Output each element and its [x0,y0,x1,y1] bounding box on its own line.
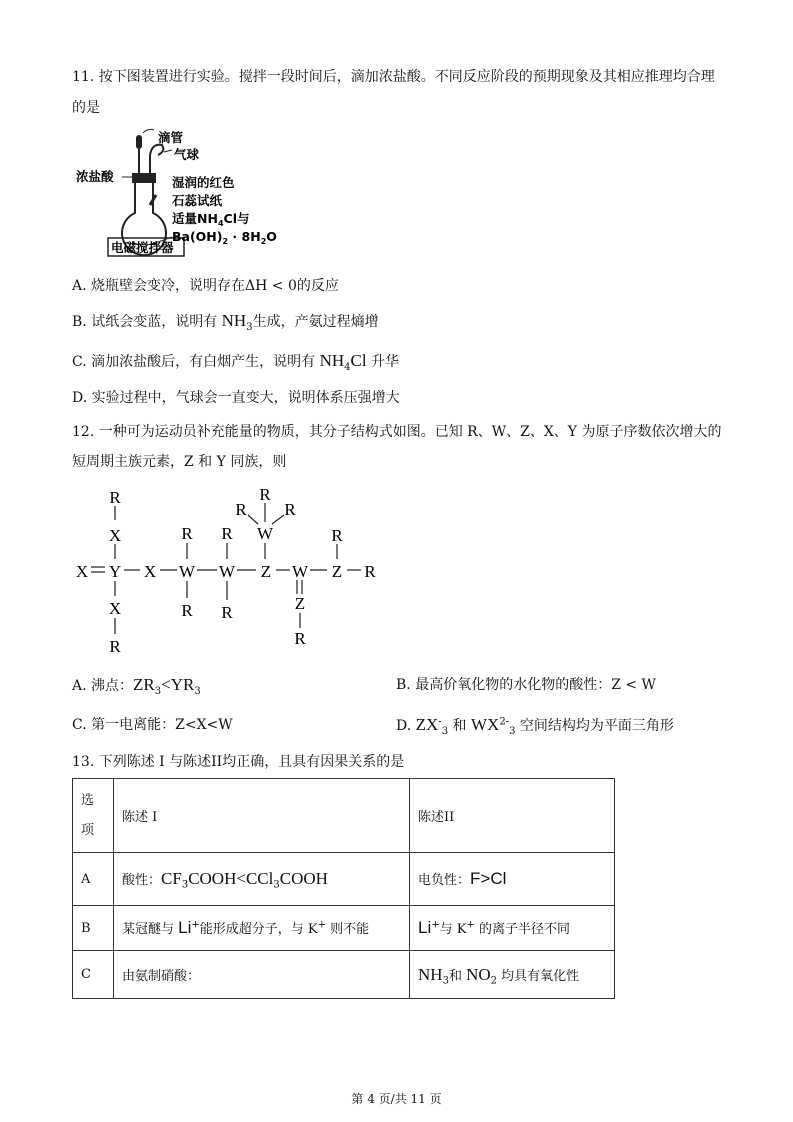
atom: R [109,488,121,507]
q11-stem-line1: 11. 按下图装置进行实验。搅拌一段时间后，滴加浓盐酸。不同反应阶段的预期现象及其相应推理均合理 [72,69,715,85]
row-statement-2: 电负性：F>Cl [410,853,615,906]
row-option: B [73,906,114,951]
q11-option-a: A. 烧瓶壁会变冷，说明存在ΔH < 0的反应 [72,278,339,294]
q12-stem-line1: 12. 一种可为运动员补充能量的物质，其分子结构式如图。已知 R、W、Z、X、Y 为原子序数依次增大的 [72,424,722,440]
table-row [73,951,615,999]
label-litmus-2: 石蕊试纸 [172,193,223,208]
header-statement-1: 陈述 I [114,779,410,853]
q12-option-d: D. $ZX^-_3$ 和 $WX^{2-}_3$ 空间结构均为平面三角形 [396,715,674,737]
row-statement-1: 酸性：$CF_3COOH<CCl_3COOH$ [114,853,410,906]
row-option: C [73,951,114,999]
atom: R [364,562,376,581]
atom: R [259,485,271,504]
atom: W [291,562,309,581]
label-reagent-2: $Ba(OH)_2 \cdot 8H_2O$ [172,229,277,246]
q13-stem: 13. 下列陈述 I 与陈述II均正确，且具有因果关系的是 [72,754,405,770]
row-option: A [73,853,114,906]
q11-option-d: D. 实验过程中，气球会一直变大，说明体系压强增大 [72,390,400,406]
atom: R [284,500,296,519]
q12-option-a: A. 沸点：$ZR_3<YR_3$ [72,675,201,697]
q12-option-b: B. 最高价氧化物的水化物的酸性：Z < W [396,677,656,693]
row-statement-1: 由氨制硝酸： [114,951,410,999]
label-conc-hcl: 浓盐酸 [76,169,114,184]
atom: R [181,601,193,620]
table-header-row [73,779,615,853]
label-stirrer: 电磁搅拌器 [111,240,174,255]
atom: R [331,526,343,545]
atom: X [108,599,122,618]
label-litmus-1: 湿润的红色 [172,175,235,190]
header-statement-2: 陈述II [410,779,615,853]
q11-stem-line2: 的是 [72,100,100,116]
atom: R [221,524,233,543]
table-row [73,853,615,906]
atom: R [294,629,306,648]
atom: R [181,524,193,543]
label-balloon: 气球 [174,147,200,162]
atom: X [108,526,122,545]
q12-option-c: C. 第一电离能：Z<X<W [72,717,233,733]
q13-table [72,778,615,999]
row-statement-1: 某冠醚与 Li+能形成超分子，与 K+ 则不能 [114,906,410,951]
atom: W [218,562,236,581]
atom: R [109,637,121,656]
row-statement-2: $NH_3$和 $NO_2$ 均具有氧化性 [410,951,615,999]
q11-option-b: B. 试纸会变蓝，说明有 $NH_3$生成，产氨过程熵增 [72,311,379,333]
q12-stem-line2: 短周期主族元素，Z 和 Y 同族，则 [72,454,287,470]
header-option: 选 项 [73,779,114,853]
row-statement-2: Li+与 K+ 的离子半径不同 [410,906,615,951]
atom: R [235,500,247,519]
atom: W [256,524,274,543]
label-reagent-1: 适量$NH_4Cl$与 [172,211,250,228]
atom: X [75,562,89,581]
page-footer: 第 4 页/共 11 页 [351,1092,442,1106]
atom: Z [260,562,272,581]
table-row [73,906,615,951]
atom: Y [108,562,122,581]
q11-option-c: C. 滴加浓盐酸后，有白烟产生，说明有 $NH_4Cl$ 升华 [72,351,400,373]
atom: W [178,562,196,581]
label-dropper: 滴管 [158,130,184,145]
atom: X [143,562,157,581]
atom: Z [331,562,343,581]
atom: Z [294,594,306,613]
atom: R [221,603,233,622]
